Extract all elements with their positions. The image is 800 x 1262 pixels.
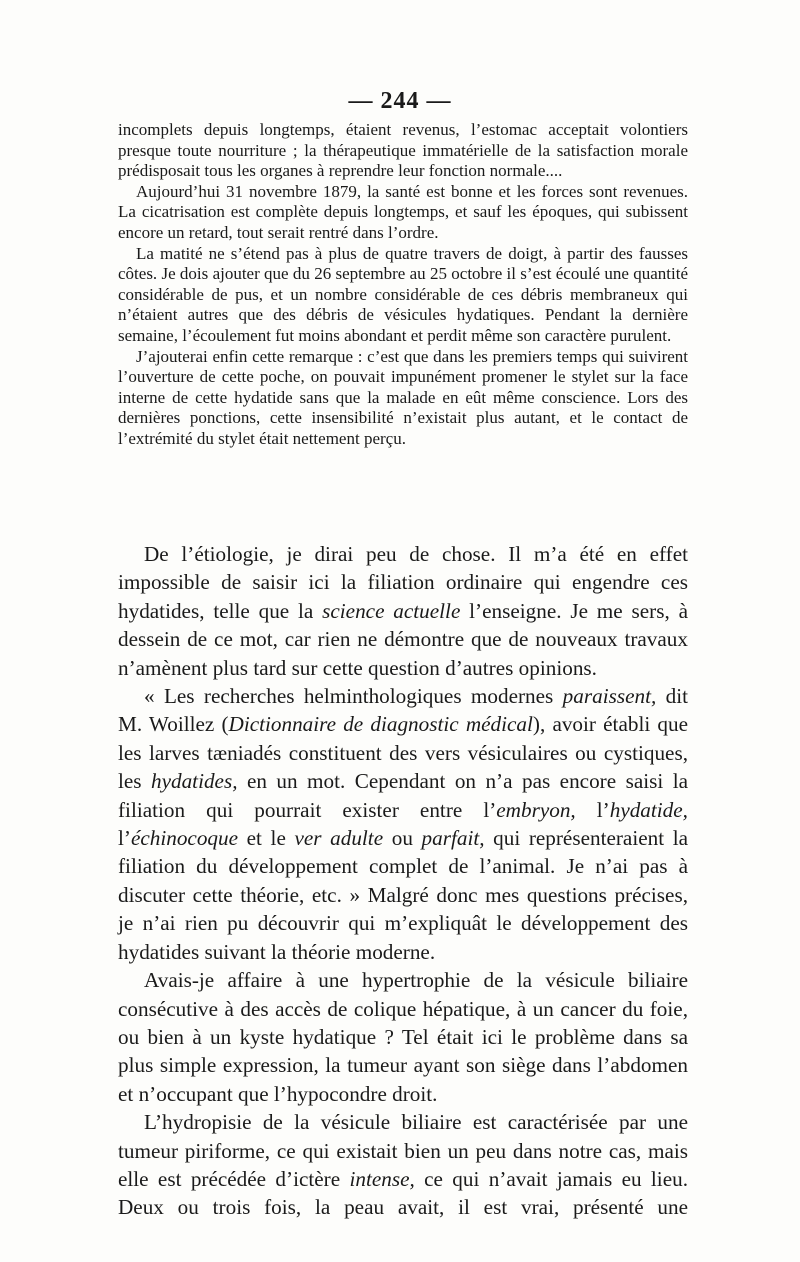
hydropsy-text-2: ce qui n’avait jamais eu lieu. Deux ou trois fois, la peau avait, il est vrai, présenté une xyxy=(118,1166,688,1220)
paragraph-etiology-text-1: De l’étiologie, je dirai peu de chose. Il m’a été en effet impossible de saisir ici la filiation ordinaire qui engendre ces hydatides, telle que la xyxy=(118,542,688,623)
paragraph-etiology-italic: science actuelle xyxy=(322,598,461,623)
quotation-italic-4: embryon, xyxy=(496,797,576,822)
quotation-italic-7: ver adulte xyxy=(294,826,384,851)
quotation-italic-8: parfait, xyxy=(421,826,485,851)
paragraph-4: J’ajouterai enfin cette remarque : c’est que dans les premiers temps qui suivirent l’ouverture de cette poche, on pouvait impunément promener le stylet sur la face interne de cette hydatide sans que la malade en eût même conscience. Lors des dernières ponctions, cette insensibilité n’existait plus autant, et le contact de l’extrémité du stylet était nettement perçu. xyxy=(118,346,688,448)
paragraph-etiology xyxy=(118,540,688,682)
quotation-italic-3: hydatides, xyxy=(151,769,238,794)
hydropsy-italic: intense, xyxy=(349,1166,415,1191)
quotation-italic-6: échinocoque xyxy=(130,826,239,851)
quotation-text-1: « Les recherches helminthologiques modernes xyxy=(144,684,563,709)
case-notes-block xyxy=(118,120,688,450)
quotation-italic-5: hydatide, xyxy=(609,797,688,822)
quotation-text-6: l’ xyxy=(118,826,131,851)
hydropsy-text-1: L’hydropisie de la vésicule biliaire est caractérisée par une tumeur piriforme, ce qui existait bien un peu dans notre cas, mais elle est précédée d’ictère xyxy=(118,1110,688,1191)
quotation-text-8: ou xyxy=(383,826,422,851)
discussion-block xyxy=(118,540,688,1222)
paragraph-diagnosis: Avais-je affaire à une hypertrophie de la vésicule biliaire consécutive à des accès de colique hépatique, à un cancer du foie, ou bien à un kyste hydatique ? Tel était ici le problème dans sa plus simple expression, la tumeur ayant son siège dans l’abdomen et n’occupant que l’hypocondre droit. xyxy=(118,968,688,1106)
paragraph-quotation xyxy=(118,682,688,966)
quotation-text-5: l’ xyxy=(575,797,610,822)
paragraph-2: Aujourd’hui 31 novembre 1879, la santé est bonne et les forces sont revenues. La cicatrisation est complète depuis longtemps, et sauf les époques, qui subissent encore un retard, tout serait rentré dans l’ordre. xyxy=(118,181,688,242)
paragraph-3: La matité ne s’étend pas à plus de quatre travers de doigt, à partir des fausses côtes. Je dois ajouter que du 26 septembre au 25 octobre il s’est écoulé une quantité considérable de pus, et un nombre considérable de ces débris membraneux qui n’étaient autres que des débris de vésicules hydatiques. Pendant la dernière semaine, l’écoulement fut moins abondant et perdit même son caractère purulent. xyxy=(118,243,688,345)
quotation-text-3: ), avoir établi que les larves tæniadés constituent des vers vésiculaires ou cystiques, les xyxy=(118,712,688,794)
paragraph-etiology-text-2: l’enseigne. Je me sers, à dessein de ce mot, car rien ne démontre que de nouveaux travaux n’amènent plus tard sur cette question d’autres opinions. xyxy=(118,598,688,680)
page-number: — 244 — xyxy=(348,88,452,114)
quotation-italic-1: paraissent, xyxy=(562,684,657,709)
quotation-text-9: qui représenteraient la filiation du développement complet de l’animal. Je n’ai pas à discuter cette théorie, etc. » Malgré donc mes questions précises, je n’ai rien pu découvrir qui m’expliquât le développement des hydatides suivant la théorie moderne. xyxy=(118,826,689,964)
quotation-text-2: dit M. Woillez ( xyxy=(118,684,688,737)
quotation-text-7: et le xyxy=(238,826,295,851)
quotation-text-4: en un mot. Cependant on n’a pas encore saisi la filiation qui pourrait exister entre l’ xyxy=(118,769,688,822)
paragraph-hydropsy xyxy=(118,1108,688,1222)
paragraph-1: incomplets depuis longtemps, étaient revenus, l’estomac acceptait volontiers presque toute nourriture ; la thérapeutique immatérielle de la satisfaction morale prédisposait tous les organes à reprendre leur fonction normale.... xyxy=(118,120,688,181)
quotation-italic-2: Dictionnaire de diagnostic médical xyxy=(228,712,533,737)
